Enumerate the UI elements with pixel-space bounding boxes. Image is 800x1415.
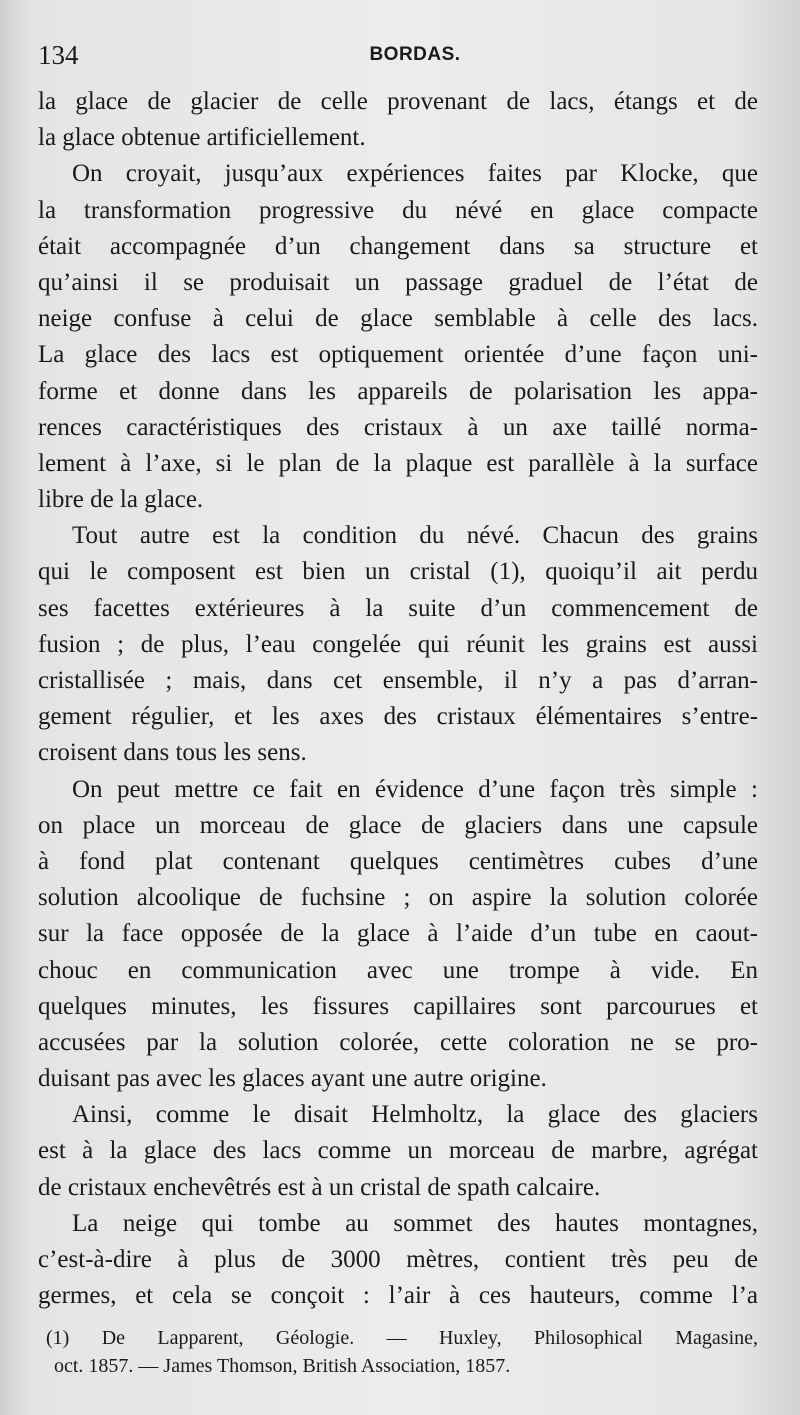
text-line: à fond plat contenant quelques centimètres cubes d’une xyxy=(38,847,758,875)
paragraph xyxy=(38,1206,758,1315)
text-line: croisent dans tous les sens. xyxy=(38,739,307,767)
paragraph xyxy=(38,156,758,518)
text-line: Tout autre est la condition du névé. Chacun des grains xyxy=(72,522,758,550)
page-header xyxy=(38,40,752,74)
text-line: ses facettes extérieures à la suite d’un commencement de xyxy=(38,594,758,622)
text-line: sur la face opposée de la glace à l’aide d’un tube en caout- xyxy=(38,920,758,948)
text-line: rences caractéristiques des cristaux à un axe taillé norma- xyxy=(38,413,758,441)
text-line: On croyait, jusqu’aux expériences faites par Klocke, que xyxy=(72,160,758,188)
text-line: germes, et cela se conçoit : l’air à ces hauteurs, comme l’a xyxy=(38,1282,758,1310)
text-line: quelques minutes, les fissures capillaires sont parcourues et xyxy=(38,992,758,1020)
text-line: la glace obtenue artificiellement. xyxy=(38,124,366,152)
paragraph xyxy=(38,1097,758,1206)
text-line: était accompagnée d’un changement dans sa structure et xyxy=(38,232,758,260)
text-line: la transformation progressive du névé en glace compacte xyxy=(38,196,758,224)
text-line: On peut mettre ce fait en évidence d’une façon très simple : xyxy=(72,775,758,803)
text-line: qui le composent est bien un cristal (1), quoiqu’il ait perdu xyxy=(38,558,758,586)
paragraph xyxy=(38,84,758,156)
text-line: c’est-à-dire à plus de 3000 mètres, contient très peu de xyxy=(38,1246,758,1273)
text-line: La neige qui tombe au sommet des hautes montagnes, xyxy=(72,1209,758,1237)
page-number: 134 xyxy=(38,40,79,70)
text-line: de cristaux enchevêtrés est à un cristal de spath calcaire. xyxy=(38,1173,601,1201)
paragraph xyxy=(38,518,758,771)
text-line: neige confuse à celui de glace semblable à celle des lacs. xyxy=(38,305,758,333)
footnote-line: oct. 1857. — James Thomson, British Association, 1857. xyxy=(54,1355,511,1377)
text-line: on place un morceau de glace de glaciers dans une capsule xyxy=(38,811,758,839)
text-line: qu’ainsi il se produisait un passage graduel de l’état de xyxy=(38,268,758,296)
text-line: la glace de glacier de celle provenant de lacs, étangs et de xyxy=(38,88,758,115)
text-line: libre de la glace. xyxy=(38,486,204,514)
text-line: fusion ; de plus, l’eau congelée qui réunit les grains est aussi xyxy=(38,630,758,658)
text-line: chouc en communication avec une trompe à vide. En xyxy=(38,956,758,984)
footnote-line: (1) De Lapparent, Géologie. — Huxley, Philosophical Magasine, xyxy=(46,1327,758,1349)
running-head: BORDAS. xyxy=(369,44,461,65)
text-line: cristallisée ; mais, dans cet ensemble, il n’y a pas d’arran- xyxy=(38,667,758,694)
text-line: accusées par la solution colorée, cette coloration ne se pro- xyxy=(38,1028,758,1056)
text-line: gement régulier, et les axes des cristaux élémentaires s’entre- xyxy=(38,703,758,731)
text-line: solution alcoolique de fuchsine ; on aspire la solution colorée xyxy=(38,884,758,912)
text-line: est à la glace des lacs comme un morceau de marbre, agrégat xyxy=(38,1137,758,1165)
footnotes xyxy=(46,1324,758,1380)
paragraph xyxy=(38,772,758,1098)
text-line: forme et donne dans les appareils de polarisation les appa- xyxy=(38,377,758,405)
text-line: duisant pas avec les glaces ayant une autre origine. xyxy=(38,1065,547,1093)
text-line: lement à l’axe, si le plan de la plaque est parallèle à la surface xyxy=(38,449,758,477)
text-line: La glace des lacs est optiquement orientée d’une façon uni- xyxy=(38,341,758,369)
text-line: Ainsi, comme le disait Helmholtz, la glace des glaciers xyxy=(72,1101,758,1129)
body-text xyxy=(38,84,758,1314)
